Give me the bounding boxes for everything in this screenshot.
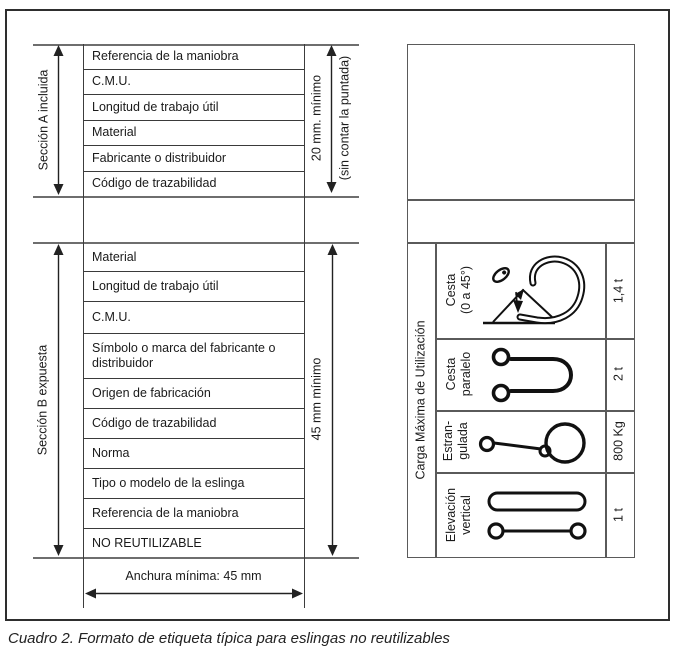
sling-basket-angled-icon (475, 251, 597, 331)
figure-caption: Cuadro 2. Formato de etiqueta típica para eslingas no reutilizables (8, 630, 450, 647)
label-row: Material (83, 243, 304, 272)
label-row: Código de trazabilidad (92, 176, 217, 191)
sling-basket-parallel-icon (483, 345, 595, 405)
section-a-dimension-arrow-icon (52, 45, 65, 195)
label-row: Norma (83, 439, 304, 469)
usage-row-load: 2 t (611, 367, 626, 381)
label-row: Origen de fabricación (83, 379, 304, 409)
sling-choked-icon (473, 419, 595, 467)
usage-table-row-line (435, 410, 635, 412)
label-row: Longitud de trabajo útil (83, 95, 304, 121)
usage-table-side-label: Carga Máxima de Utilización (413, 320, 428, 480)
usage-row-label: Cesta paralelo (444, 351, 473, 397)
sling-vertical-lift-icon (479, 487, 593, 543)
label-row: Referencia de la maniobra (83, 44, 304, 70)
usage-row-label: Estran- gulada (441, 420, 470, 462)
usage-row-load: 800 Kg (611, 421, 626, 461)
width-dimension-label: Anchura mínima: 45 mm (125, 569, 262, 583)
width-dimension-arrow-icon (85, 587, 303, 600)
section-a-side-label: Sección A incluida (36, 69, 51, 171)
usage-panel-divider-line (407, 199, 635, 201)
usage-table-load-column-line (605, 242, 607, 558)
usage-row-load: 1,4 t (611, 278, 626, 304)
section-a-dimension-note: (sin contar la puntada) (337, 55, 352, 181)
label-right-edge-line (304, 44, 305, 608)
label-row: Material (83, 121, 304, 147)
label-row: Símbolo o marca del fabricante o distribuidor (83, 334, 304, 379)
section-a-bottom-line (33, 196, 359, 198)
usage-row-label: Elevación vertical (444, 487, 473, 543)
figure-border (5, 9, 670, 621)
usage-row-load: 1 t (611, 508, 626, 522)
usage-table-row-line (435, 472, 635, 474)
label-row: C.M.U. (83, 302, 304, 334)
usage-table-row-line (435, 338, 635, 340)
section-b-side-label: Sección B expuesta (35, 344, 50, 456)
usage-table-label-column-line (435, 242, 437, 558)
label-row: Código de trazabilidad (83, 409, 304, 439)
height-45mm-dimension-arrow-icon (326, 244, 339, 556)
height-20mm-dimension-arrow-icon (325, 45, 338, 193)
label-row: Referencia de la maniobra (83, 499, 304, 529)
usage-row-label: Cesta (0 a 45°) (444, 265, 473, 315)
section-b-dimension-label: 45 mm mínimo (309, 357, 324, 441)
label-row: Fabricante o distribuidor (83, 146, 304, 172)
section-b-rows (83, 243, 304, 558)
label-row: Tipo o modelo de la eslinga (83, 469, 304, 499)
section-a-dimension-label: 20 mm. mínimo (309, 74, 324, 162)
label-row: NO REUTILIZABLE (92, 536, 202, 551)
usage-table-top-line (407, 242, 635, 244)
label-row: Longitud de trabajo útil (83, 272, 304, 302)
section-a-rows (83, 44, 304, 196)
section-b-dimension-arrow-icon (52, 244, 65, 556)
label-row: C.M.U. (83, 70, 304, 96)
